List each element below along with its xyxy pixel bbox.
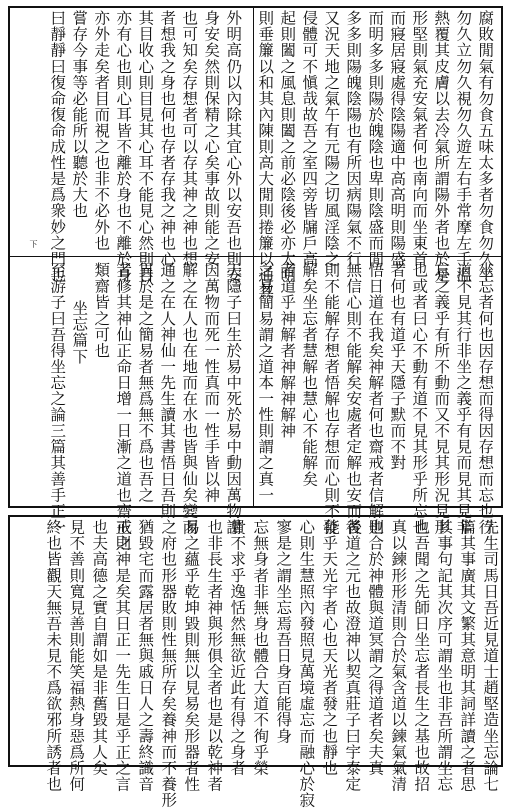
text-column: 則不能解存想者悟解也存想而心則不能 — [322, 262, 341, 535]
text-column: 發乎天光宇者心也天光者發之也靜也 — [320, 519, 339, 776]
text-column: 外明高仍以內除其宜心外以安吾也則安 — [224, 10, 243, 283]
text-column: 解矣坐忘者慧解也慧心不能解矣 — [300, 262, 319, 487]
text-column: 忘之義乎有所不動而又不見其形況見形 — [432, 262, 451, 535]
text-column: 也夫高德之實自謂如是非舊毀其人矣 — [90, 519, 109, 776]
text-column: 侵體可不愼哉故吾之室四旁皆牖戶高 — [300, 10, 319, 267]
text-column: 多多則陽魄陰陽也有所因病陽氣不行 — [344, 10, 363, 267]
text-column: 之府也形器敗則性無所存矣養神而不養形 — [159, 519, 178, 808]
center-vertical-rule — [253, 8, 254, 506]
text-column: 至游子曰吾得坐忘之論三篇其善手正一 — [48, 262, 67, 535]
text-column: 而明多多則陽於魄陰也卑則陰盛而閒 — [366, 10, 385, 267]
text-column: 坐忘者何也因存想而得因存想而忘也行 — [476, 262, 495, 535]
text-column: 身安矣然則保精之心矣事故則能之安 — [202, 10, 221, 267]
text-column: 其目收心則目見其心耳不能見心然則目 — [136, 10, 155, 283]
text-column: 心則生慧照內發照見萬境虛忘而融心於寂 — [297, 519, 316, 808]
text-column: 解之在人也在地而在水也皆與仙矣變而 — [180, 262, 199, 535]
text-column: 正則神是矣其日正一先生日是乎正之言 — [113, 519, 132, 792]
text-column: 也吾聞之先師日坐忘者長生之基也故招 — [412, 519, 431, 792]
text-column: 先生司馬日吾近見道士趙堅造坐忘論七 — [481, 519, 500, 792]
text-column: 者道之元也故澄神以契真莊子曰宇泰定 — [343, 519, 362, 792]
text-column: 嘗存今事等必能所以聽於大也 — [70, 10, 89, 219]
text-column: 見不善則寬見善則能笑福熱身惡爲所何 — [67, 519, 86, 792]
text-column: 之易簡易謂之道本一性則謂之真一 — [256, 262, 275, 503]
text-column: 腐敗閒氣有勿食五味太多者勿食勿久坐 — [476, 10, 495, 283]
text-column: 也非長生者神與形俱全者也是以乾神者 — [205, 519, 224, 792]
text-column: 則合於神體與道冥謂之得道者矣夫真 — [366, 519, 385, 776]
text-column: 者修其神仙正命日增一日漸之道也齋戒之 — [114, 262, 133, 551]
text-column: 易之蘊乎乾坤毀則無以見易矣形器者性 — [182, 519, 201, 792]
text-column: 者何也有道乎天隱子默而不對 — [388, 262, 407, 471]
text-column: 也或者曰心不動有道不見其形乎所忘也 — [410, 262, 429, 535]
text-column: 寥是之謂坐忘焉吾日身百能得身 — [274, 519, 293, 744]
text-column: 篇其事廣其文繁其意明其詞詳讀之者思 — [458, 519, 477, 792]
text-column: 則垂簾以和其內陳則高大閒則捲簾以通其 — [256, 10, 275, 299]
text-column: 曰靜靜曰復命復命成性是爲衆妙之門也 — [48, 10, 67, 283]
text-column: 異於是之簡易者無爲無不爲也吾之 — [136, 262, 155, 503]
text-column: 亦外走矣者目而視之也非不必外也 — [92, 10, 111, 251]
text-column: 其事句記其次序可謂坐也非吾所謂坐忘 — [435, 519, 454, 792]
text-column: 猶毀宅而露居者無與戚日人之壽終識音 — [136, 519, 155, 792]
page-mark: 下 — [29, 240, 38, 248]
text-column: 又況天地之氣午有元陽之切風淫陰之 — [322, 10, 341, 267]
text-column: 忘無身者非無身也體合大道不徇乎榮 — [251, 519, 270, 776]
text-column: 因萬物而死一性真而一性手皆以神 — [202, 262, 221, 503]
text-column: 而寢居寢處得陰陽適中高高明則陽盛 — [388, 10, 407, 267]
text-column: 貴不求乎逸恬然無欲近此有得之身者 — [228, 519, 247, 776]
text-column: 道不見其行非坐之義乎有見而見其見非 — [454, 262, 473, 535]
text-column: 終也皆觀天無吾未見不爲欲邪所誘者也 — [44, 519, 63, 792]
text-column: 悟日道在我矣神解者何也齋戒者信解也 — [366, 262, 385, 535]
text-column: 者想我之身也何也存者存我之神也心 — [158, 10, 177, 267]
text-column: 通之在人神仙一先生讀其書悟日吾則 — [158, 262, 177, 519]
text-column: 真以鍊形形清則合於氣含道以鍊氣氣清 — [389, 519, 408, 792]
text-column: 天隱子曰生於易中死於易中動因萬物謝 — [224, 262, 243, 535]
section-heading: 坐忘篇下 — [70, 300, 89, 365]
text-column: 熱覆其皮膚以去冷氣所謂陽外者也於是 — [432, 10, 451, 283]
text-column: 類齋皆之可也 — [92, 262, 111, 359]
text-column: 亦有心也則心耳皆不離於身也不離於身 — [114, 10, 133, 283]
text-column: 起則闔之風息則闔之前必陰後必亦太明 — [278, 10, 297, 283]
text-column: 勿久立勿久視勿久遊左右手常摩左手溫 — [454, 10, 473, 283]
text-column: 者道乎神解者神解神解神 — [278, 262, 297, 439]
text-column: 形堅則氣充安氣者何也南向而坐東首 — [410, 10, 429, 267]
text-column: 無信心則不能解矣安處者定解也安而後 — [344, 262, 363, 535]
text-column: 也可知矣存想者可以存其神之神也想 — [180, 10, 199, 267]
